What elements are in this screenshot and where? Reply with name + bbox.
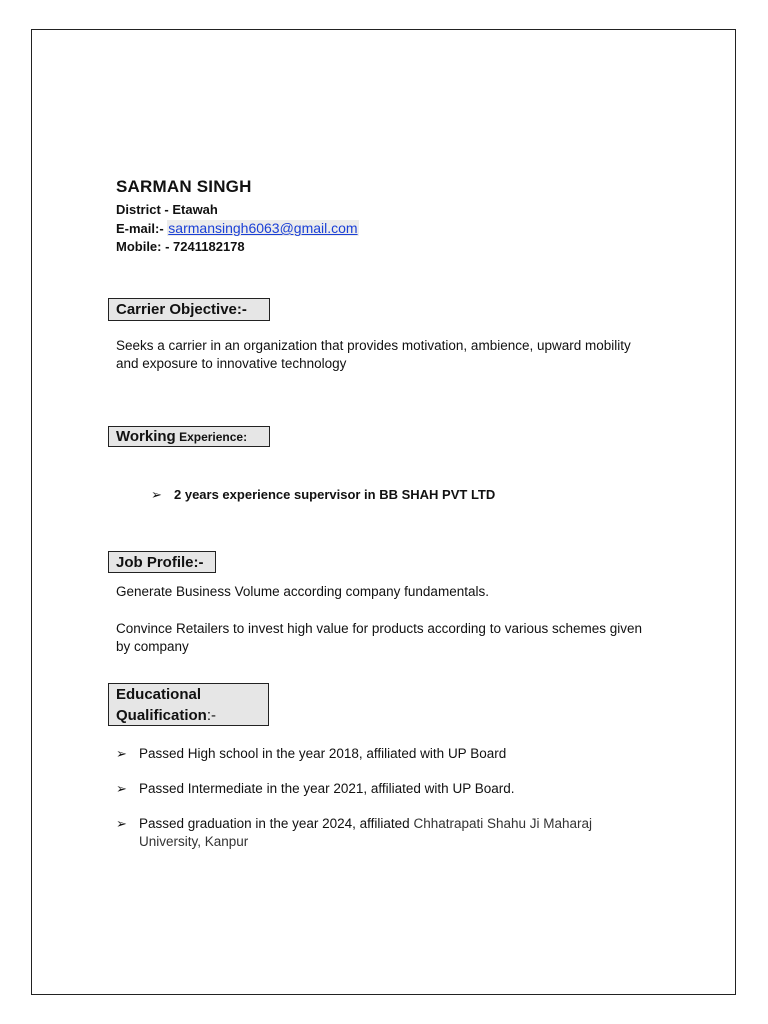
experience-heading-small: Experience:	[175, 430, 248, 444]
objective-heading: Carrier Objective:-	[108, 298, 270, 321]
education-item-text: Passed graduation in the year 2024, affiliated	[139, 816, 414, 831]
experience-item-text: 2 years experience supervisor in BB SHAH PVT LTD	[174, 487, 496, 502]
district-line: District - Etawah	[116, 202, 218, 217]
education-item-text: Passed Intermediate in the year 2021, affiliated with UP Board.	[139, 781, 515, 796]
job-profile-heading: Job Profile:-	[108, 551, 216, 573]
email-link[interactable]: sarmansingh6063@gmail.com	[168, 220, 358, 236]
arrow-bullet-icon: ➢	[116, 746, 127, 761]
university-name: Chhatrapati Shahu Ji Maharaj University, Kanpur	[139, 816, 593, 849]
email-line	[116, 220, 359, 236]
education-heading	[108, 683, 269, 726]
arrow-bullet-icon: ➢	[116, 781, 127, 796]
education-item	[116, 745, 636, 763]
experience-item	[151, 486, 495, 504]
education-item-text: Passed High school in the year 2018, affiliated with UP Board	[139, 746, 507, 761]
arrow-bullet-icon: ➢	[151, 487, 162, 502]
education-item	[116, 815, 636, 851]
education-heading-main: Educational Qualification	[116, 686, 207, 724]
education-item-text-wrap	[139, 815, 636, 851]
candidate-name: SARMAN SINGH	[116, 177, 252, 196]
job-profile-paragraph: Generate Business Volume according company fundamentals.	[116, 584, 489, 599]
experience-heading	[108, 426, 270, 447]
email-label: E-mail:-	[116, 221, 168, 236]
arrow-bullet-icon: ➢	[116, 816, 127, 831]
job-profile-paragraph: Convince Retailers to invest high value for products according to various schemes given by company	[116, 621, 643, 654]
education-item	[116, 780, 636, 798]
mobile-line: Mobile: - 7241182178	[116, 239, 245, 254]
education-heading-suffix: :-	[206, 707, 217, 724]
experience-heading-main: Working	[116, 428, 176, 445]
objective-text: Seeks a carrier in an organization that provides motivation, ambience, upward mobility and exposure to innovative technology	[116, 338, 631, 371]
